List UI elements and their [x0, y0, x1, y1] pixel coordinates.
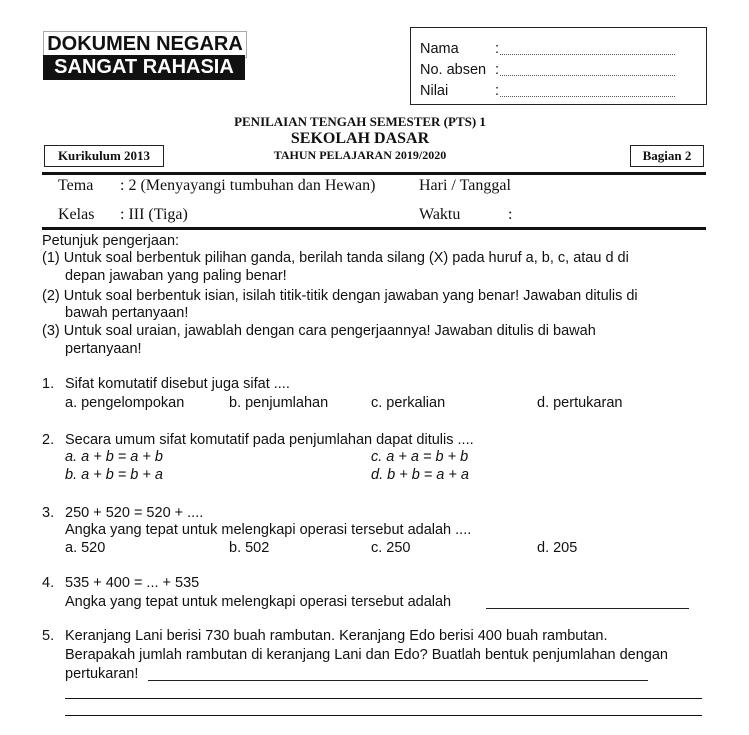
doc-label: DOKUMEN NEGARA — [43, 31, 247, 58]
kelas-label: Kelas — [58, 206, 95, 223]
question-text: Secara umum sifat komutatif pada penjumlahan dapat ditulis .... — [65, 432, 474, 448]
instruction-line: bawah pertanyaan! — [65, 305, 189, 321]
curriculum-badge: Kurikulum 2013 — [44, 145, 164, 167]
absen-input[interactable] — [500, 75, 675, 76]
option-c[interactable]: c. 250 — [371, 540, 411, 556]
option-a[interactable]: a. pengelompokan — [65, 395, 185, 411]
field-nama-label: Nama — [420, 41, 459, 57]
field-nilai-label: Nilai — [420, 83, 449, 99]
tema-value: : 2 (Menyayangi tumbuhan dan Hewan) — [120, 177, 376, 194]
answer-blank[interactable] — [486, 596, 689, 609]
question-number: 2. — [42, 432, 55, 448]
question-number: 1. — [42, 376, 55, 392]
option-a[interactable]: a. 520 — [65, 540, 106, 556]
question-text: Berapakah jumlah rambutan di keranjang Lani dan Edo? Buatlah bentuk penjumlahan dengan — [65, 647, 668, 663]
question-number: 3. — [42, 505, 55, 521]
option-b[interactable]: b. penjumlahan — [229, 395, 329, 411]
nilai-input[interactable] — [500, 96, 675, 97]
divider — [42, 172, 706, 175]
answer-blank[interactable] — [148, 668, 648, 681]
instruction-line: pertanyaan! — [65, 341, 142, 357]
tema-label: Tema — [58, 177, 94, 194]
option-d[interactable]: d. 205 — [537, 540, 578, 556]
instruction-line: depan jawaban yang paling benar! — [65, 268, 287, 284]
question-text: 535 + 400 = ... + 535 — [65, 575, 200, 591]
hari-label: Hari / Tanggal — [419, 177, 511, 194]
option-c[interactable]: c. a + a = b + b — [371, 449, 469, 465]
option-a[interactable]: a. a + b = a + b — [65, 449, 163, 465]
question-number: 4. — [42, 575, 55, 591]
instruction-line: (3) Untuk soal uraian, jawablah dengan cara pengerjaannya! Jawaban ditulis di bawah — [42, 323, 596, 339]
divider — [42, 227, 706, 230]
field-sep: : — [495, 62, 500, 78]
exam-title: PENILAIAN TENGAH SEMESTER (PTS) 1 — [234, 114, 486, 129]
option-c[interactable]: c. perkalian — [371, 395, 446, 411]
option-d[interactable]: d. b + b = a + a — [371, 467, 469, 483]
question-text: 250 + 520 = 520 + .... — [65, 505, 204, 521]
option-d[interactable]: d. pertukaran — [537, 395, 623, 411]
question-text: Angka yang tepat untuk melengkapi operasi tersebut adalah .... — [65, 522, 472, 538]
question-text: Sifat komutatif disebut juga sifat .... — [65, 376, 290, 392]
instruction-line: (2) Untuk soal berbentuk isian, isilah titik-titik dengan jawaban yang benar! Jawaban ditulis di — [42, 288, 638, 304]
kelas-value: : III (Tiga) — [120, 206, 188, 223]
question-number: 5. — [42, 628, 55, 644]
answer-line[interactable] — [65, 715, 702, 716]
school-level: SEKOLAH DASAR — [290, 130, 430, 147]
option-b[interactable]: b. a + b = b + a — [65, 467, 163, 483]
answer-line[interactable] — [65, 698, 702, 699]
secret-label: SANGAT RAHASIA — [43, 55, 245, 80]
option-b[interactable]: b. 502 — [229, 540, 270, 556]
question-text: Angka yang tepat untuk melengkapi operasi tersebut adalah — [65, 594, 452, 610]
field-sep: : — [495, 83, 500, 99]
field-sep: : — [495, 41, 500, 57]
section-badge: Bagian 2 — [630, 145, 704, 167]
question-text: pertukaran! — [65, 666, 139, 682]
waktu-label: Waktu — [419, 206, 461, 223]
field-absen-label: No. absen — [420, 62, 487, 78]
question-text: Keranjang Lani berisi 730 buah rambutan. Keranjang Edo berisi 400 buah rambutan. — [65, 628, 608, 644]
school-year: TAHUN PELAJARAN 2019/2020 — [273, 148, 447, 162]
nama-input[interactable] — [500, 54, 675, 55]
instructions-title: Petunjuk pengerjaan: — [42, 233, 180, 249]
instruction-line: (1) Untuk soal berbentuk pilihan ganda, berilah tanda silang (X) pada huruf a, b, c, atau d di — [42, 250, 629, 266]
waktu-sep: : — [508, 206, 513, 223]
